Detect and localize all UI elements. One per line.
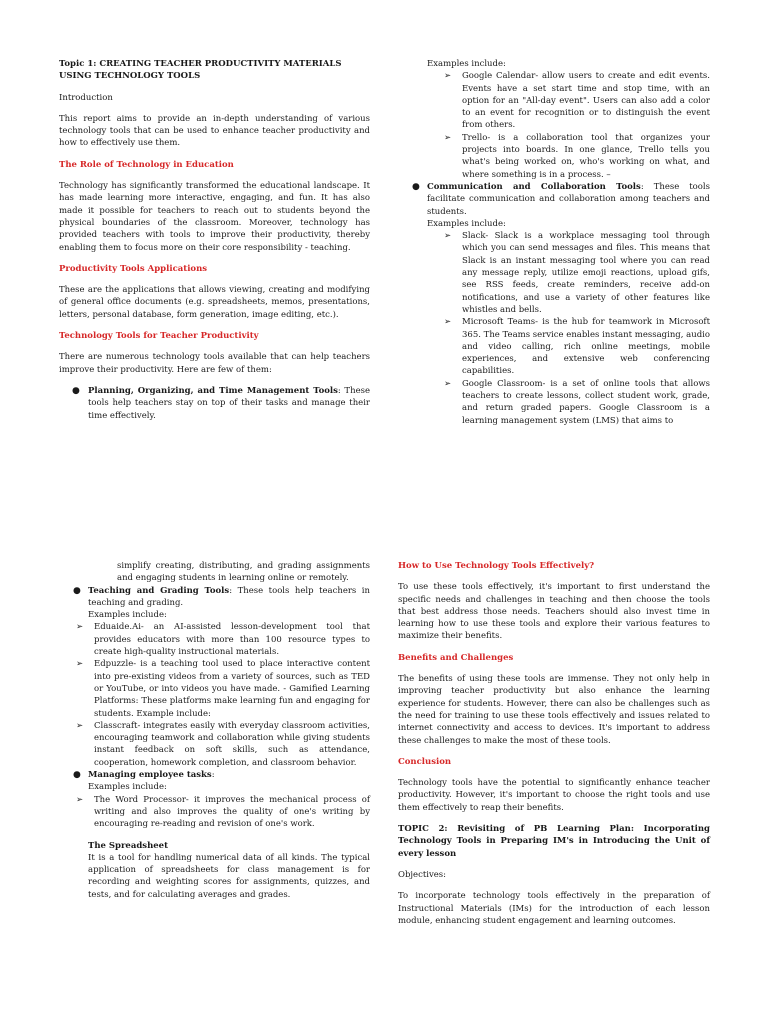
- communication-label: Communication and Collaboration Tools: [427, 181, 641, 192]
- list-item: [76, 658, 370, 719]
- list-item: [444, 230, 710, 316]
- topic-2-title: TOPIC 2: Revisiting of PB Learning Plan: Incorporating Technology Tools in Preparing IM's in Introducing the Unit of every lesson: [398, 824, 710, 859]
- list-item: [76, 621, 370, 658]
- benefits-heading: Benefits and Challenges: [398, 652, 514, 663]
- examples-label: Examples include:: [427, 218, 506, 229]
- planning-text: : These tools help teachers stay on top of their tasks and manage their time effectively.: [88, 385, 370, 421]
- examples-label: Examples include:: [88, 782, 167, 793]
- role-paragraph: Technology has significantly transformed the educational landscape. It has made learning more interactive, engaging, and fun. It has also made it possible for teachers to reach out to students beyond the physical boundaries of the classroom. Moreover, technology has provided teachers with tools to improve their productivity, thereby enabling them to focus more on their core responsibility - teaching.: [59, 181, 370, 253]
- arrow-icon: ➢: [444, 317, 452, 328]
- classcraft-item: Classcraft- integrates easily with everyday classroom activities, encouraging teamwork and collaboration while giving students instant feedback on soft skills, such as attendance, cooperation, homework completion, and classroom behavior.: [94, 720, 370, 768]
- howto-heading: How to Use Technology Tools Effectively?: [398, 561, 595, 571]
- bullet-icon: ●: [412, 181, 420, 192]
- arrow-icon: ➢: [76, 720, 84, 731]
- managing-text: :: [211, 770, 215, 781]
- slack-item: Slack- Slack is a workplace messaging tool through which you can send messages and files. This means that Slack is an instant messaging tool where you can read any message reply, utilize emoji reactions, upload gifs, see RSS feeds, create reminders, receive add-on notifications, and use a variety of other features like whistles and bells.: [462, 231, 710, 315]
- arrow-icon: ➢: [76, 622, 84, 633]
- objectives-paragraph: To incorporate technology tools effectively in the preparation of Instructional Materials (IMs) for the introduction of each lesson module, enhancing student engagement and learning outcomes.: [398, 891, 710, 926]
- intro-paragraph: This report aims to provide an in-depth understanding of various technology tools that can be used to enhance teacher productivity and how to effectively use them.: [59, 113, 370, 149]
- examples-label: Examples include:: [427, 59, 506, 69]
- conclusion-heading: Conclusion: [398, 756, 452, 767]
- planning-label: Planning, Organizing, and Time Management Tools: [88, 385, 338, 396]
- bullet-icon: ●: [73, 585, 81, 596]
- conclusion-paragraph: Technology tools have the potential to significantly enhance teacher productivity. However, it's important to choose the right tools and use them effectively to reap their benefits.: [398, 778, 710, 813]
- topic-1-title: Topic 1: CREATING TEACHER PRODUCTIVITY MATERIALS USING TECHNOLOGY TOOLS: [59, 59, 342, 82]
- communication-text: : These tools facilitate communication and collaboration among teachers and students.: [427, 181, 710, 217]
- role-heading: The Role of Technology in Education: [59, 159, 234, 170]
- word-item: The Word Processor- it improves the mechanical process of writing and also improves the quality of one's writing by encouraging re-reading and revision of one's work.: [94, 794, 370, 830]
- howto-paragraph: To use these tools effectively, it's important to first understand the specific needs and challenges in teaching and then choose the tools that best address those needs. Teachers should also invest time in learning how to use these tools and explore their various features to maximize their benefits.: [398, 582, 710, 642]
- list-item: [444, 132, 710, 181]
- column-3: [59, 560, 370, 901]
- spreadsheet-paragraph: It is a tool for handling numerical data of all kinds. The typical application of spreadsheets for class management is for recording and weighting scores for assignments, quizzes, and tests, and for calculating averages and grades.: [88, 852, 370, 900]
- arrow-icon: ➢: [444, 378, 452, 389]
- list-item: [444, 316, 710, 377]
- managing-bullet: [71, 769, 370, 781]
- arrow-icon: ➢: [76, 659, 84, 670]
- tools-heading: Technology Tools for Teacher Productivity: [59, 331, 259, 342]
- arrow-icon: ➢: [444, 132, 452, 143]
- examples-label: Examples include:: [88, 610, 167, 621]
- intro-heading: Introduction: [59, 92, 113, 103]
- arrow-icon: ➢: [76, 794, 84, 805]
- list-item: [76, 720, 370, 769]
- arrow-icon: ➢: [444, 71, 452, 82]
- spreadsheet-heading: The Spreadsheet: [88, 840, 168, 851]
- list-item: [76, 794, 370, 831]
- benefits-paragraph: The benefits of using these tools are immense. They not only help in improving teacher productivity but also enhance the learning experience for students. However, there can also be challenges such as the need for training to use these tools effectively and issues related to internet connectivity and access to devices. It's important to address these challenges to make the most of these tools.: [398, 674, 710, 746]
- column-4: [398, 560, 710, 936]
- column-2: [410, 58, 710, 427]
- trello-item: Trello- is a collaboration tool that organizes your projects into boards. In one glance, Trello tells you what's being worked on, who's working on what, and where something is in a process. –: [462, 132, 710, 180]
- bullet-icon: ●: [73, 770, 81, 781]
- bullet-icon: ●: [72, 385, 80, 396]
- list-item: [444, 70, 710, 131]
- managing-label: Managing employee tasks: [88, 770, 212, 781]
- eduaide-item: Eduaide.Ai- an AI-assisted lesson-development tool that provides educators with more than 100 resource types to create high-quality instructional materials.: [94, 622, 370, 658]
- planning-bullet: [59, 385, 370, 422]
- apps-heading: Productivity Tools Applications: [59, 263, 208, 274]
- list-item: [444, 378, 710, 427]
- objectives-label: Objectives:: [398, 869, 447, 880]
- tools-paragraph: There are numerous technology tools available that can help teachers improve their productivity. Here are few of them:: [59, 352, 370, 375]
- teaching-text: : These tools help teachers in teaching and grading.: [88, 585, 371, 608]
- arrow-icon: ➢: [444, 231, 452, 242]
- apps-paragraph: These are the applications that allows viewing, creating and modifying of general office documents (e.g. spreadsheets, memos, presentations, letters, personal database, form generation, image editing, etc.).: [59, 285, 370, 320]
- teams-item: Microsoft Teams- is the hub for teamwork in Microsoft 365. The Teams service enables instant messaging, audio and video calling, rich online meetings, mobile experiences, and extensive web conferencing capabilities.: [462, 317, 710, 377]
- teaching-label: Teaching and Grading Tools: [88, 585, 230, 596]
- edpuzzle-item: Edpuzzle- is a teaching tool used to place interactive content into pre-existing videos from a variety of sources, such as TED or YouTube, or into videos you have made. - Gamified Learning Platforms: These platforms make learning fun and engaging for students. Example include:: [94, 659, 370, 719]
- communication-bullet: [410, 181, 710, 218]
- teaching-bullet: [71, 585, 370, 610]
- classroom-item: Google Classroom- is a set of online tools that allows teachers to create lessons, collect student work, grade, and return graded papers. Google Classroom is a learning management system (LMS) that aims to: [462, 378, 710, 426]
- classroom-continued: simplify creating, distributing, and grading assignments and engaging students in learning online or remotely.: [117, 561, 370, 584]
- calendar-item: Google Calendar- allow users to create and edit events. Events have a set start time and stop time, with an option for an "All-day event". Users can also add a color to an event for recognition or to distinguish the event from others.: [462, 71, 710, 131]
- column-1: [59, 58, 370, 422]
